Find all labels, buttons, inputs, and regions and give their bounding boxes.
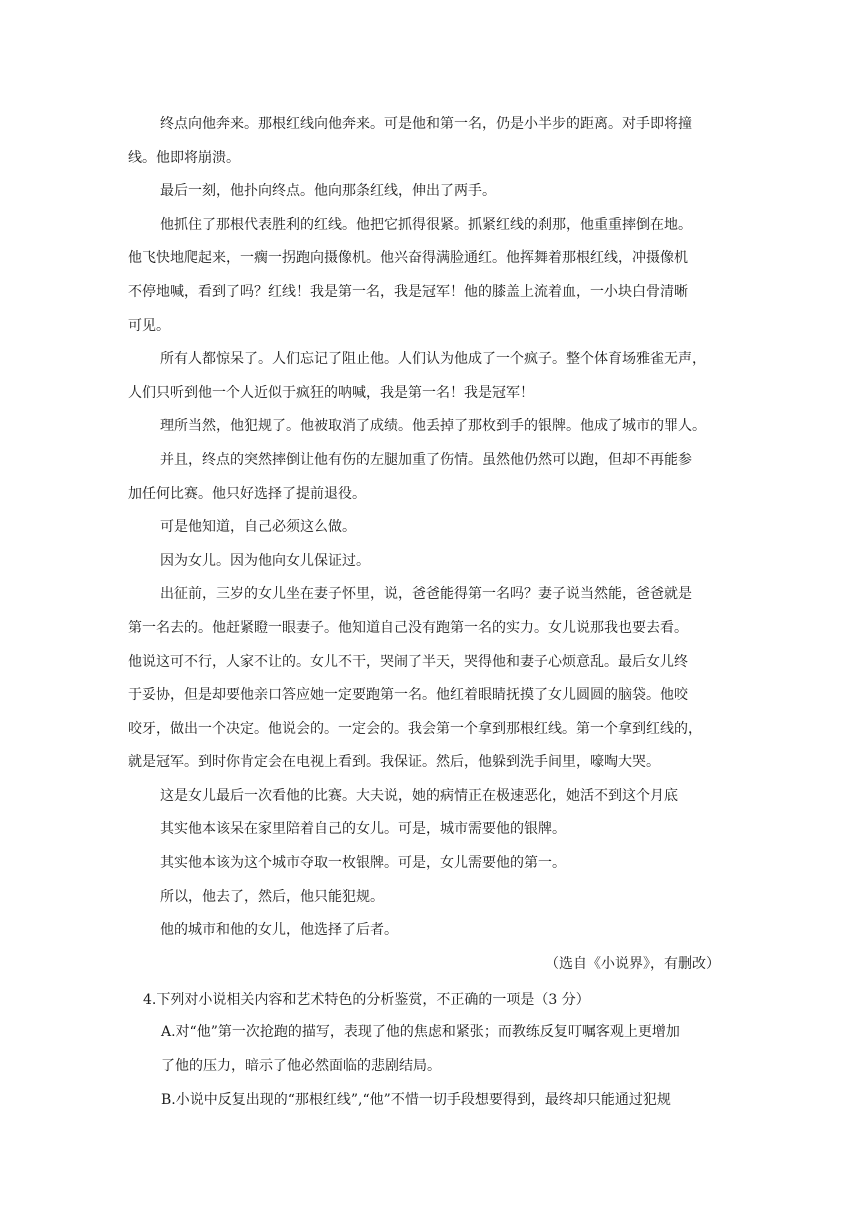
passage-line: 于妥协，但是却要他亲口答应她一定要跑第一名。他红着眼睛抚摸了女儿圆圆的脑袋。他咬 [128, 687, 688, 704]
passage-line: 就是冠军。到时你肯定会在电视上看到。我保证。然后，他躲到洗手间里，嚎啕大哭。 [128, 754, 660, 771]
passage-line: 第一名去的。他赶紧瞪一眼妻子。他知道自己没有跑第一名的实力。女儿说那我也要去看。 [128, 619, 688, 636]
passage-line: 他的城市和他的女儿，他选择了后者。 [160, 922, 398, 939]
source-citation: （选自《小说界》，有删改） [545, 955, 720, 972]
passage-line: 不停地喊，看到了吗？红线！我是第一名，我是冠军！他的膝盖上流着血，一小块白骨清晰 [128, 283, 688, 300]
passage-line: 他说这可不行，人家不让的。女儿不干，哭闹了半天，哭得他和妻子心烦意乱。最后女儿终 [128, 653, 688, 670]
passage-line: 咬牙，做出一个决定。他说会的。一定会的。我会第一个拿到那根红线。第一个拿到红线的， [128, 720, 702, 737]
passage-line: 出征前，三岁的女儿坐在妻子怀里，说，爸爸能得第一名吗？妻子说当然能，爸爸就是 [160, 586, 692, 603]
passage-line: 终点向他奔来。那根红线向他奔来。可是他和第一名，仍是小半步的距离。对手即将撞 [160, 116, 692, 132]
question-4 [143, 985, 753, 1117]
passage-line: 线。他即将崩溃。 [128, 149, 240, 166]
passage-line: 可是他知道，自己必须这么做。 [160, 519, 356, 536]
passage-line: 人们只听到他一个人近似于疯狂的呐喊，我是第一名！我是冠军！ [128, 384, 534, 401]
passage-line: 这是女儿最后一次看他的比赛。大夫说，她的病情正在极速恶化，她活不到这个月底 [160, 787, 678, 804]
option-a-continued: 了他的压力，暗示了他必然面临的悲剧结局。 [161, 1058, 441, 1074]
passage-line: 加任何比赛。他只好选择了提前退役。 [128, 485, 366, 502]
passage-line: 他飞快地爬起来，一瘸一拐跑向摄像机。他兴奋得满脸通红。他挥舞着那根红线，冲摄像机 [128, 250, 688, 267]
passage-line: 所以，他去了，然后，他只能犯规。 [160, 888, 384, 905]
passage-line: 因为女儿。因为他向女儿保证过。 [160, 552, 370, 569]
passage-line: 他抓住了那根代表胜利的红线。他把它抓得很紧。抓紧红线的刹那，他重重摔倒在地。 [160, 216, 692, 233]
option-a: A.对“他”第一次抢跑的描写，表现了他的焦虑和紧张；而教练反复叮嘱客观上更增加 [161, 1024, 680, 1040]
passage-line: 并且，终点的突然摔倒让他有伤的左腿加重了伤情。虽然他仍然可以跑，但却不再能参 [160, 451, 692, 468]
passage-line: 所有人都惊呆了。人们忘记了阻止他。人们认为他成了一个疯子。整个体育场雅雀无声， [160, 351, 706, 368]
passage-line: 其实他本该为这个城市夺取一枚银牌。可是，女儿需要他的第一。 [160, 855, 566, 872]
passage-body [128, 108, 738, 981]
passage-line: 其实他本该呆在家里陪着自己的女儿。可是，城市需要他的银牌。 [160, 821, 566, 838]
passage-line: 可见。 [128, 317, 170, 334]
option-b: B.小说中反复出现的“那根红线”,“他”不惜一切手段想要得到，最终却只能通过犯规 [161, 1092, 671, 1108]
passage-line: 理所当然，他犯规了。他被取消了成绩。他丢掉了那枚到手的银牌。他成了城市的罪人。 [160, 418, 706, 435]
passage-line: 最后一刻，他扑向终点。他向那条红线，伸出了两手。 [160, 183, 496, 200]
question-title: 4.下列对小说相关内容和艺术特色的分析鉴赏，不正确的一项是（3 分） [143, 992, 590, 1008]
